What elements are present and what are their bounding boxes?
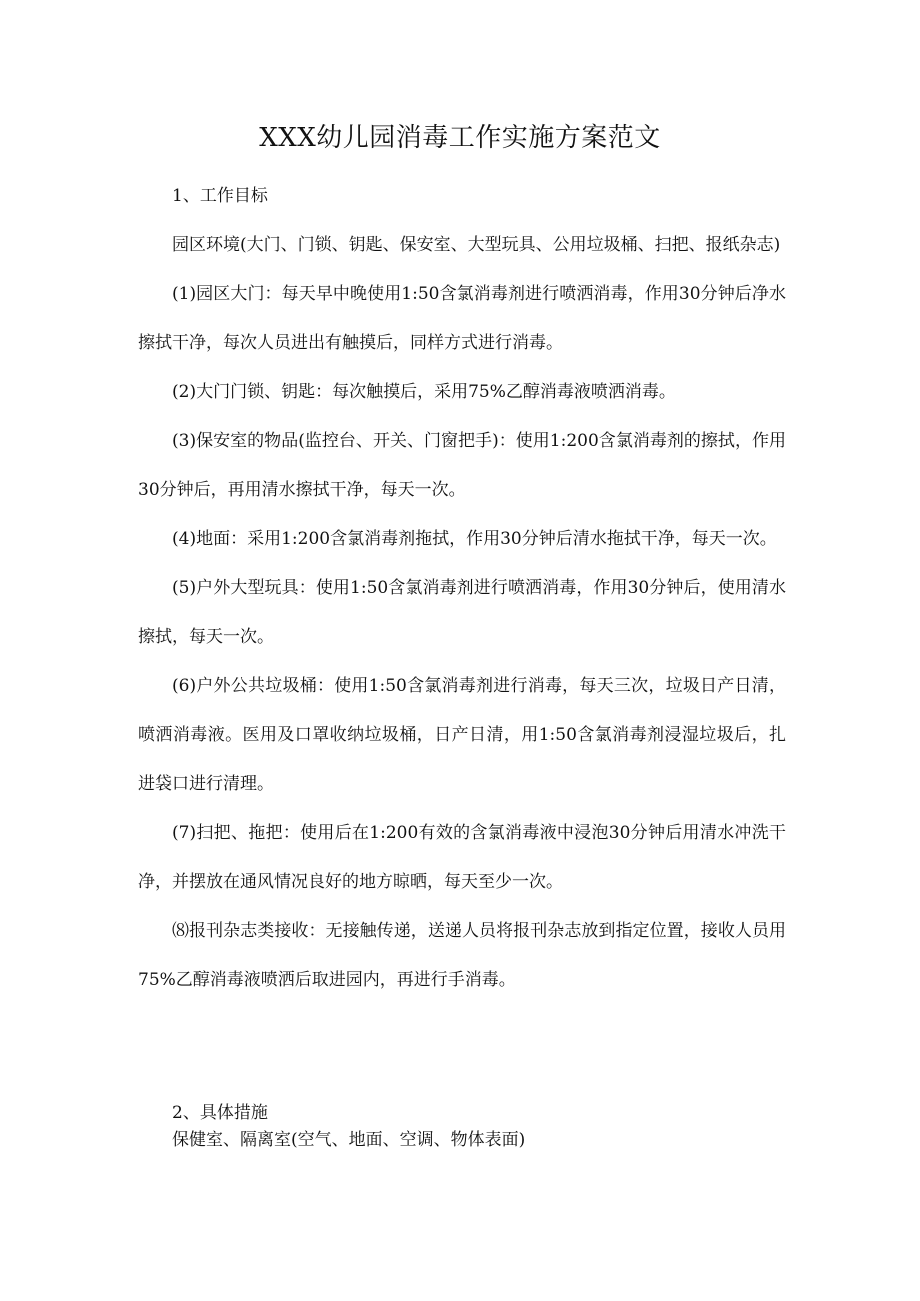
- paragraph-item-7: (7)扫把、拖把：使用后在1:200有效的含氯消毒液中浸泡30分钟后用清水冲洗干净，并摆放在通风情况良好的地方晾晒，每天至少一次。: [138, 823, 786, 892]
- section-2: [138, 1100, 786, 1154]
- paragraph-environment: 园区环境(大门、门锁、钥匙、保安室、大型玩具、公用垃圾桶、扫把、报纸杂志): [172, 235, 781, 255]
- paragraph-item-6: (6)户外公共垃圾桶：使用1:50含氯消毒剂进行消毒，每天三次，垃圾日产日清，喷洒消毒液。医用及口罩收纳垃圾桶，日产日清，用1:50含氯消毒剂浸湿垃圾后，扎进袋口进行清理。: [138, 676, 786, 794]
- paragraph-item-3: (3)保安室的物品(监控台、开关、门窗把手)：使用1:200含氯消毒剂的擦拭，作用30分钟后，再用清水擦拭干净，每天一次。: [138, 431, 786, 500]
- paragraph-health-room: 保健室、隔离室(空气、地面、空调、物体表面): [172, 1130, 526, 1150]
- document-body: [138, 172, 786, 1005]
- page-title: XXX幼儿园消毒工作实施方案范文: [259, 123, 661, 153]
- paragraph-item-5: (5)户外大型玩具：使用1:50含氯消毒剂进行喷洒消毒，作用30分钟后，使用清水擦拭，每天一次。: [138, 578, 786, 647]
- section-heading-goals: 1、工作目标: [172, 186, 268, 206]
- paragraph-item-8: ⑻报刊杂志类接收：无接触传递，送递人员将报刊杂志放到指定位置，接收人员用75%乙醇消毒液喷洒后取进园内，再进行手消毒。: [138, 921, 786, 990]
- paragraph-item-4: (4)地面：采用1:200含氯消毒剂拖拭，作用30分钟后清水拖拭干净，每天一次。: [172, 529, 777, 549]
- paragraph-item-1: (1)园区大门：每天早中晚使用1:50含氯消毒剂进行喷洒消毒，作用30分钟后净水擦拭干净，每次人员进出有触摸后，同样方式进行消毒。: [138, 284, 786, 353]
- paragraph-item-2: (2)大门门锁、钥匙：每次触摸后，采用75%乙醇消毒液喷洒消毒。: [172, 382, 676, 402]
- section-heading-measures: 2、具体措施: [172, 1103, 268, 1123]
